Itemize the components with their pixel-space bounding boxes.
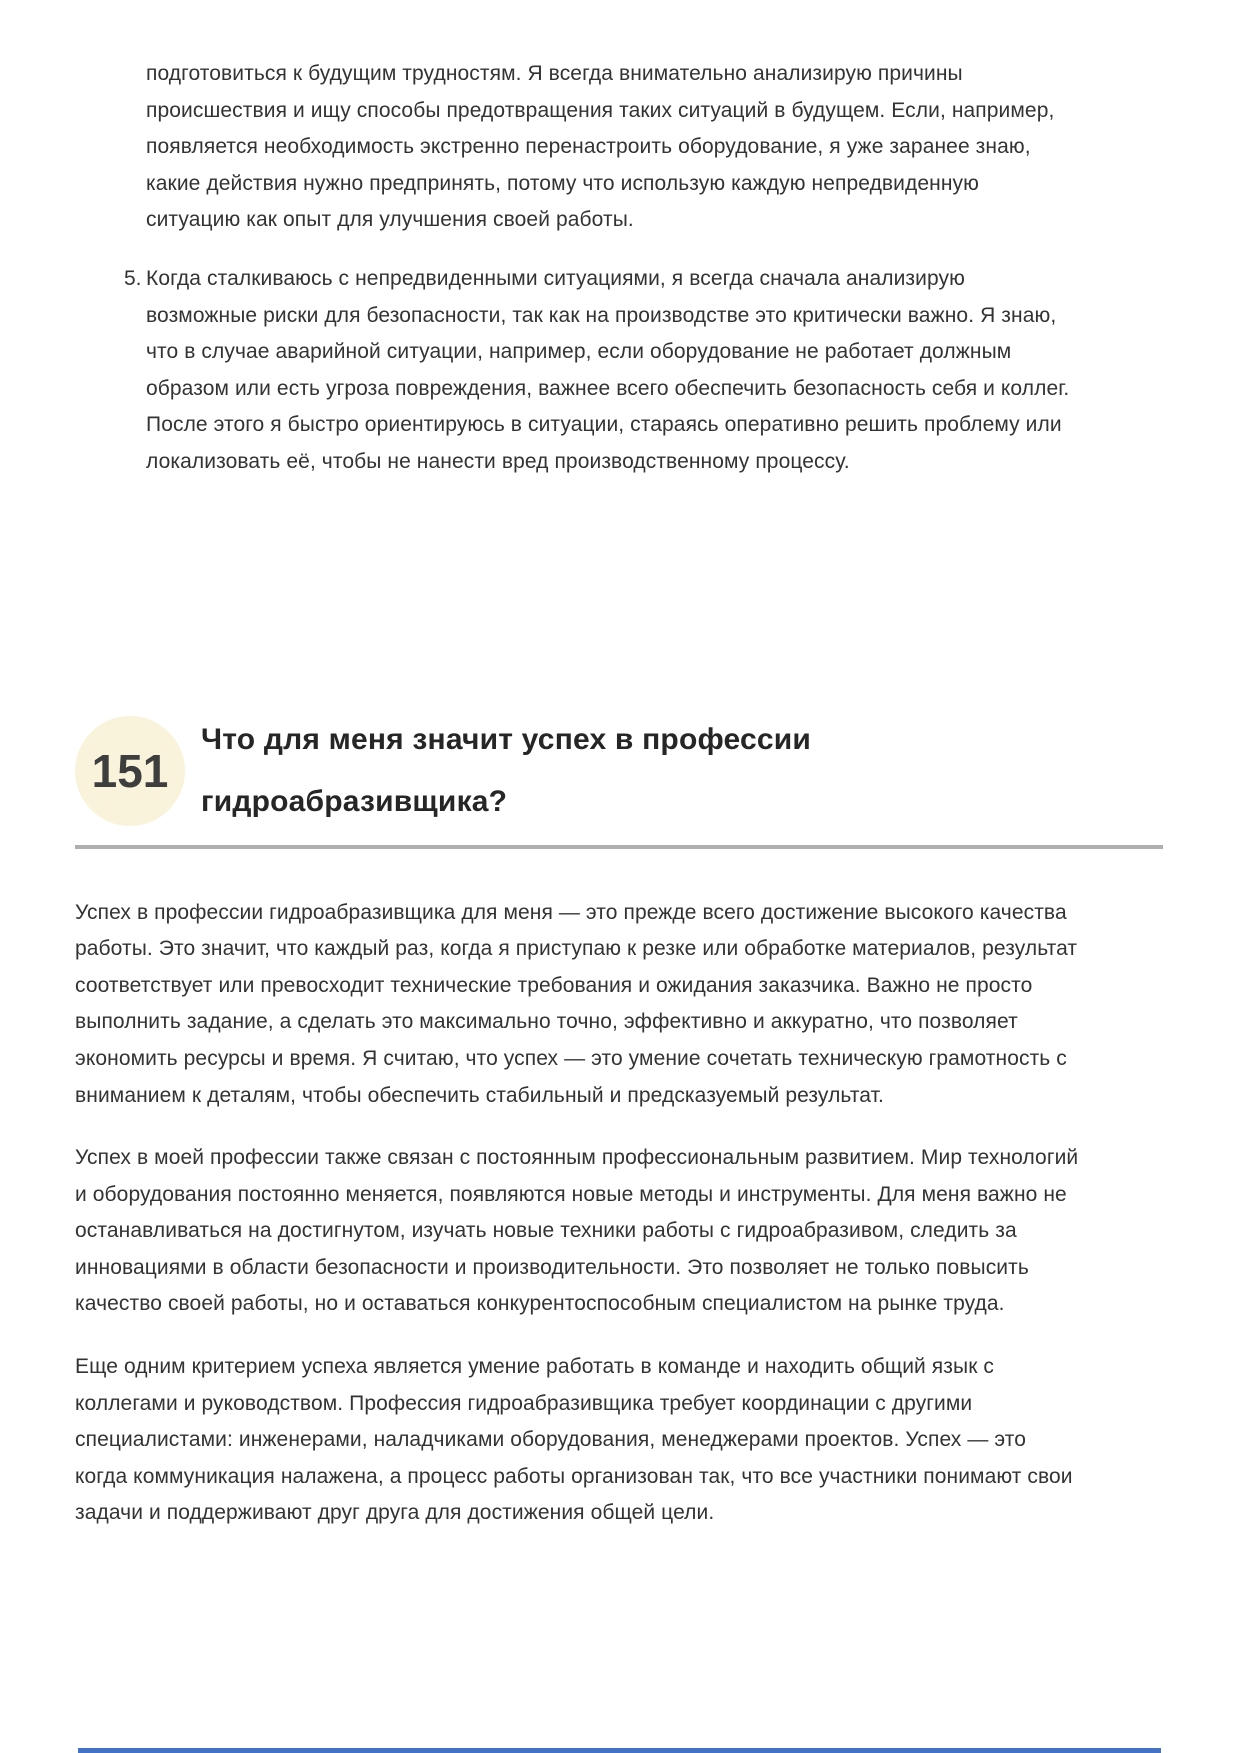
page-content [75,0,1163,1532]
list-item-5-text: Когда сталкиваюсь с непредвиденными ситуациями, я всегда сначала анализирую возможные риски для безопасности, так как на производстве это критически важно. Я знаю, что в случае аварийной ситуации, например, если оборудование не работает должным образом или есть угроза повреждения, важнее всего обеспечить безопасность себя и коллег. После этого я быстро ориентируюсь в ситуации, стараясь оперативно решить проблему или локализовать её, чтобы не нанести вред производственному процессу. [146,266,1070,473]
paragraph-3: Еще одним критерием успеха является умение работать в команде и находить общий язык с коллегами и руководством. Профессия гидроабразивщика требует координации с другими специалистами: инженерами, наладчиками оборудования, менеджерами проектов. Успех — это когда коммуникация налажена, а процесс работы организован так, что все участники понимают свои задачи и поддерживают друг друга для достижения общей цели. [75,1355,1073,1525]
paragraph-1: Успех в профессии гидроабразивщика для меня — это прежде всего достижение высокого качества работы. Это значит, что каждый раз, когда я приступаю к резке или обработке материалов, результат соответствует или превосходит технические требования и ожидания заказчика. Важно не просто выполнить задание, а сделать это максимально точно, эффективно и аккуратно, что позволяет экономить ресурсы и время. Я считаю, что успех — это умение сочетать техническую грамотность с вниманием к деталям, чтобы обеспечить стабильный и предсказуемый результат. [75,900,1078,1107]
page-bottom-accent-line [78,1748,1161,1753]
list-item-5-number: 5. [124,266,142,290]
question-number-badge: 151 [75,716,185,826]
section-header [75,709,1163,833]
list-item-4-continuation-text: подготовиться к будущим трудностям. Я всегда внимательно анализирую причины происшествия и ищу способы предотвращения таких ситуаций в будущем. Если, например, появляется необходимость экстренно перенастроить оборудование, я уже заранее знаю, какие действия нужно предпринять, потому что использую каждую непредвиденную ситуацию как опыт для улучшения своей работы. [146,62,1055,232]
section-divider [75,845,1163,849]
paragraph-2: Успех в моей профессии также связан с постоянным профессиональным развитием. Мир технологий и оборудования постоянно меняется, появляются новые методы и инструменты. Для меня важно не останавливаться на достигнутом, изучать новые техники работы с гидроабразивом, следить за инновациями в области безопасности и производительности. Это позволяет не только повысить качество своей работы, но и оставаться конкурентоспособным специалистом на рынке труда. [75,1146,1079,1316]
section-title: Что для меня значит успех в профессии гидроабразивщика? [201,722,812,818]
list-item-5 [75,261,1163,481]
